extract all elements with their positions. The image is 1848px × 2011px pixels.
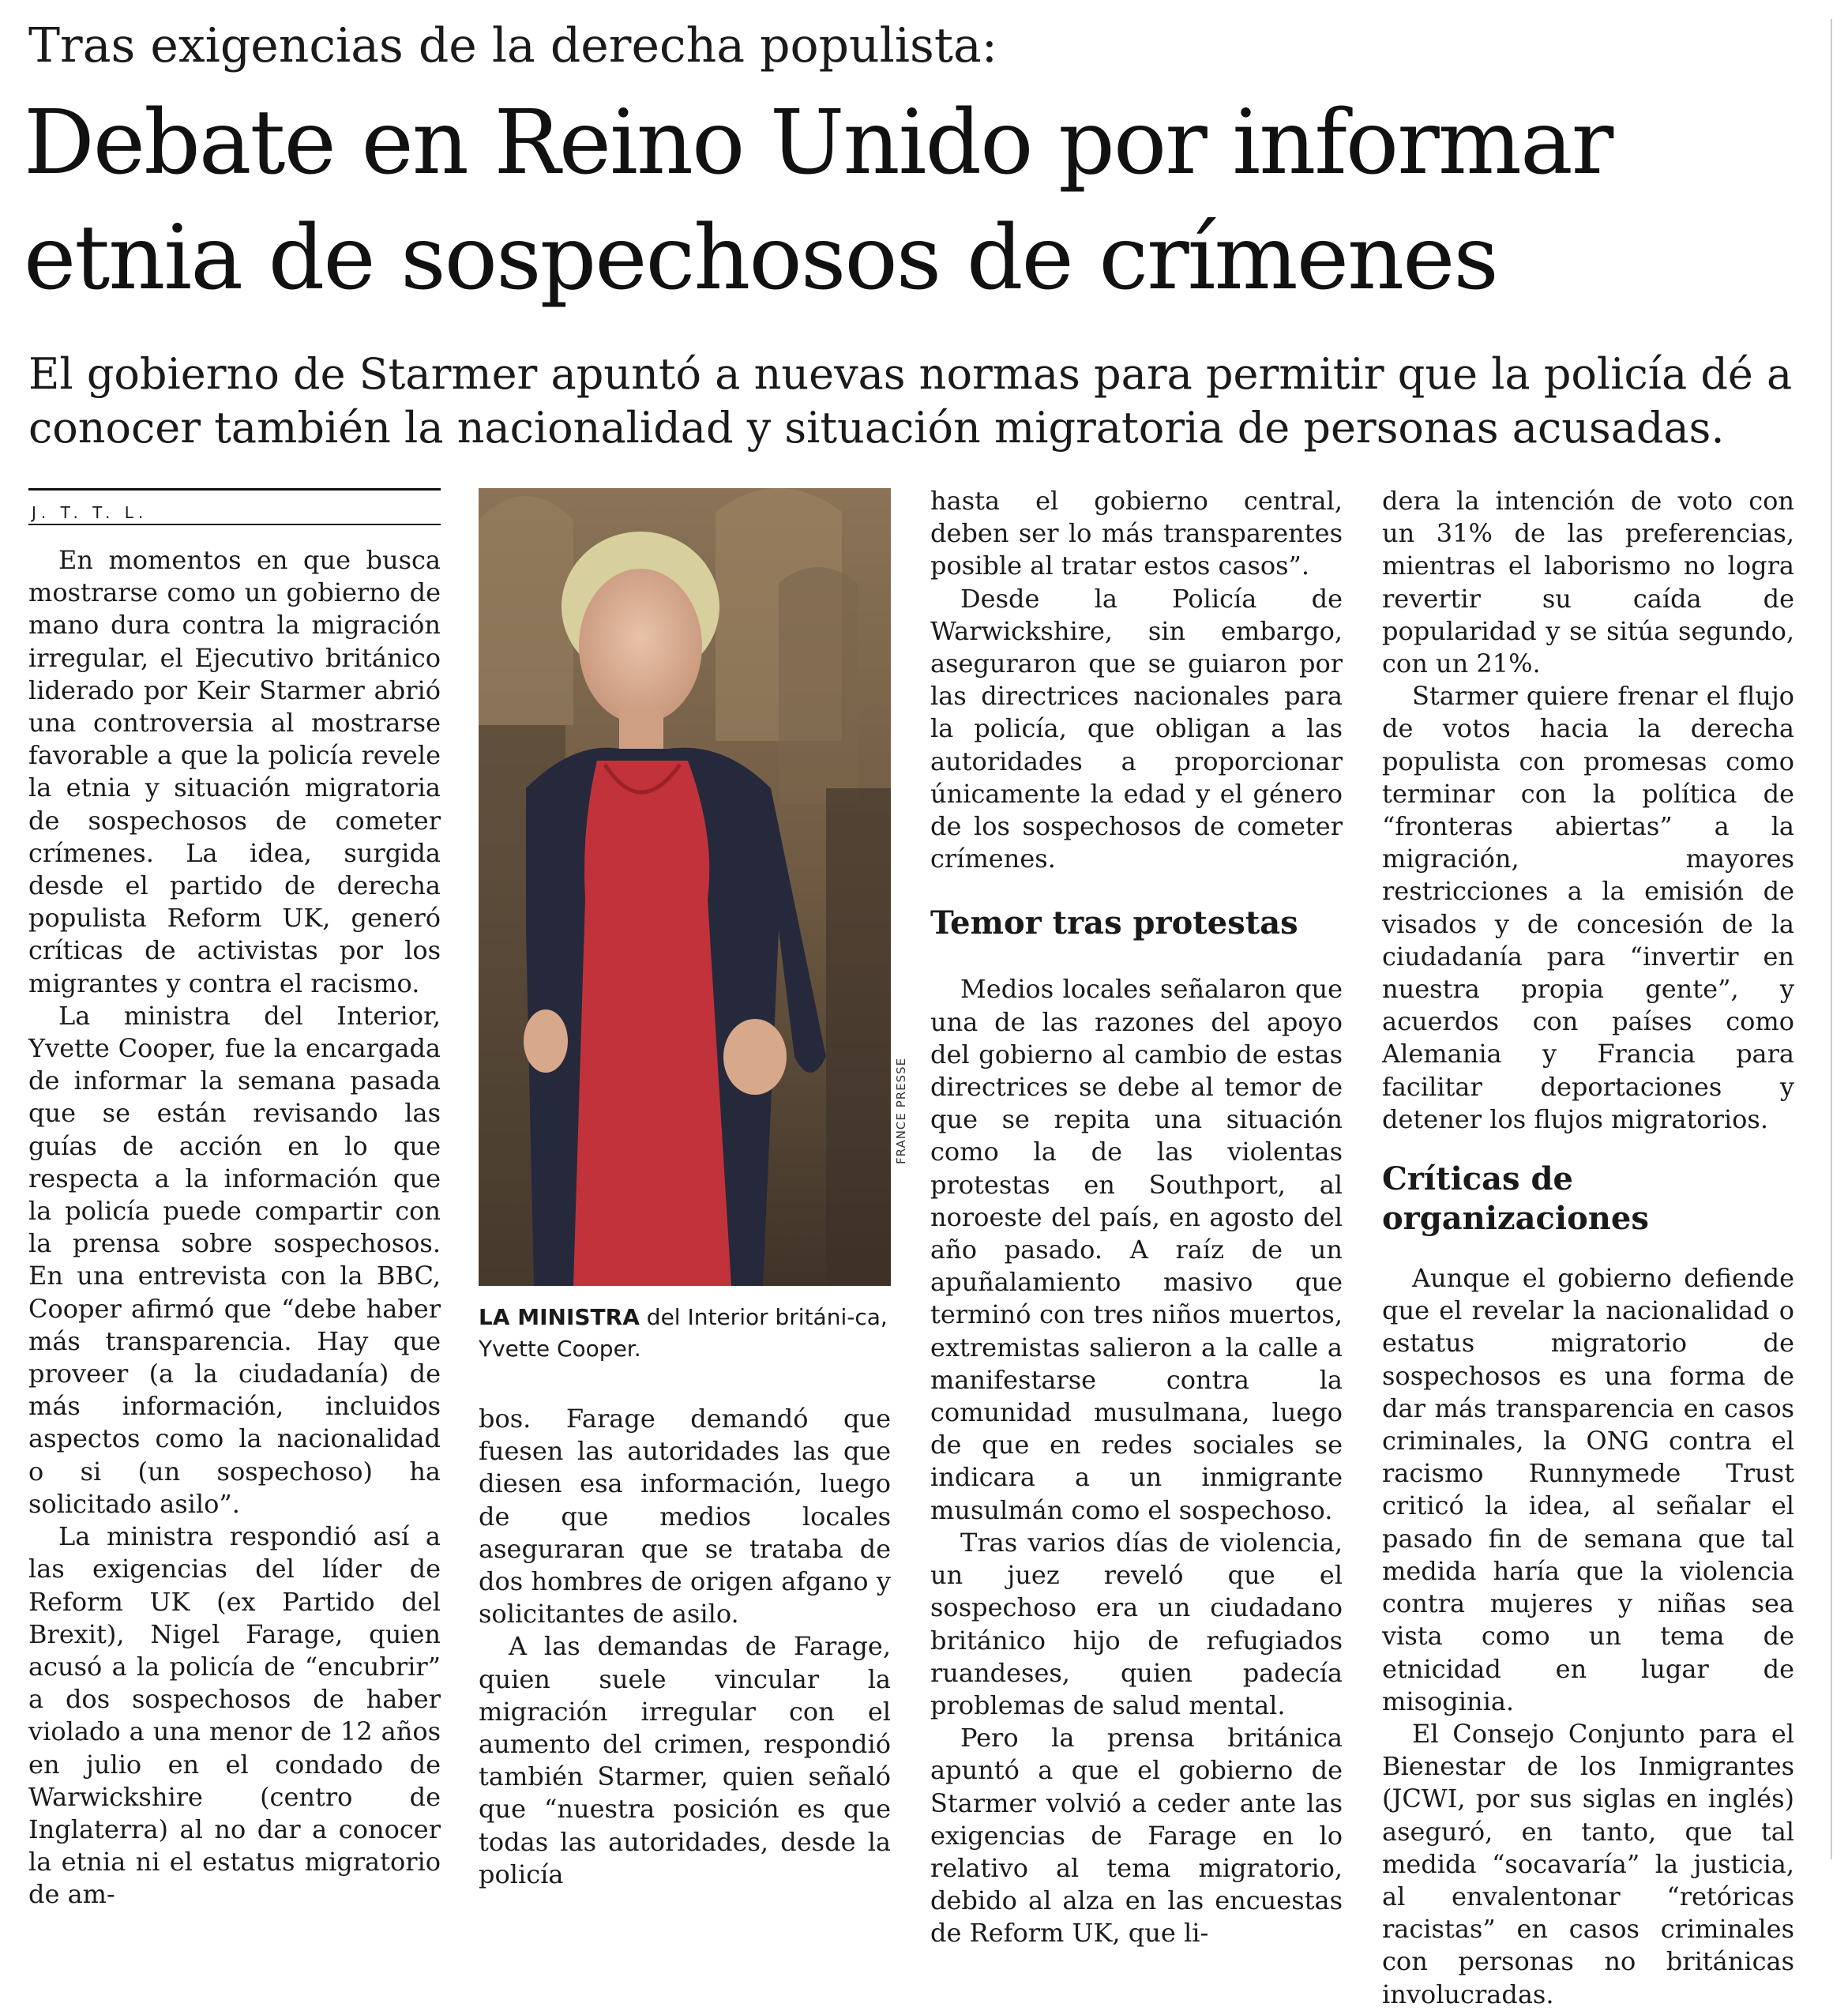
subhead — [1382, 1160, 1794, 1239]
paragraph: En momentos en que busca mostrarse como un gobierno de mano dura contra la migración irregular, el Ejecutivo británico liderado por Keir Starmer abrió una controversia al mostrarse favorable a que la policía revele la etnia y situación migratoria de sospechosos de cometer crímenes. La idea, surgida desde el partido de derecha populista Reform UK, generó críticas de activistas por los migrantes y contra el racismo. — [28, 545, 441, 998]
paragraph: La ministra respondió así a las exigencias del líder de Reform UK (ex Partido del Brexit), Nigel Farage, quien acusó a la policía de “encubrir” a dos sospechosos de haber violado a una menor de 12 años en julio en el condado de Warwickshire (centro de Inglaterra) al no dar a conocer la etnia ni el estatus migratorio de am- — [28, 1521, 441, 1910]
column-rule — [1831, 19, 1832, 1859]
caption-text: del Interior británi-ca, Yvette Cooper. — [479, 1304, 888, 1362]
paragraph: bos. Farage demandó que fuesen las autoridades las que diesen esa información, luego de que medios locales aseguraran que se trataba de dos hombres de origen afgano y solicitantes de asilo. — [479, 1404, 891, 1629]
subhead-line-1: Críticas de — [1382, 1160, 1573, 1198]
photo — [479, 488, 891, 1286]
byline-box — [28, 488, 441, 525]
paragraph: hasta el gobierno central, deben ser lo más transparentes posible al tratar estos casos”. — [930, 486, 1343, 581]
column-2 — [479, 1403, 891, 1891]
kicker: Tras exigencias de la derecha populista: — [28, 18, 997, 73]
headline-line-1: Debate en Reino Unido por informar — [24, 92, 1613, 194]
subhead: Temor tras protestas — [930, 904, 1298, 942]
caption-lead: LA MINISTRA — [479, 1304, 640, 1330]
byline: J. T. T. L. — [32, 503, 148, 522]
column-1 — [28, 488, 441, 1911]
paragraph: A las demandas de Farage, quien suele vincular la migración irregular con el aumento del crimen, respondió también Starmer, quien señaló que “nuestra posición es que todas las autoridades, desde la policía — [479, 1631, 891, 1889]
photo-credit: FRANCE PRESSE — [894, 1057, 908, 1164]
photo-caption — [479, 1302, 905, 1365]
paragraph: El Consejo Conjunto para el Bienestar de los Inmigrantes (JCWI, por sus siglas en inglés) aseguró, en tanto, que tal medida “socavaría” la justicia, al envalentonar “retóricas racistas” en casos criminales con personas no británicas involucradas. — [1382, 1718, 1794, 2009]
paragraph: Desde la Policía de Warwickshire, sin embargo, aseguraron que se guiaron por las directrices nacionales para la policía, que obligan a las autoridades a proporcionar únicamente la edad y el género de los sospechosos de cometer crímenes. — [930, 583, 1343, 874]
headline — [24, 85, 1832, 316]
photo-illustration — [479, 488, 891, 1286]
deck-line-1: El gobierno de Starmer apuntó a nuevas normas para permitir que la policía dé a — [28, 349, 1793, 399]
paragraph: Pero la prensa británica apuntó a que el gobierno de Starmer volvió a ceder ante las exigencias de Farage en lo relativo al tema migratorio, debido al alza en las encuestas de Reform UK, que li- — [930, 1723, 1343, 1949]
column-3 — [930, 485, 1343, 1950]
headline-line-2: etnia de sospechosos de crímenes — [24, 207, 1497, 310]
paragraph: dera la intención de voto con un 31% de las preferencias, mientras el laborismo no logra revertir su caída de popularidad y se sitúa segundo, con un 21%. — [1382, 486, 1794, 679]
deck — [28, 348, 1805, 455]
subhead-line-2: organizaciones — [1382, 1200, 1649, 1238]
paragraph: Aunque el gobierno defiende que el revelar la nacionalidad o estatus migratorio de sospechosos es una forma de dar más transparencia en casos criminales, la ONG contra el racismo Runnymede Trust criticó la idea, al señalar el pasado fin de semana que tal medida haría que la violencia contra mujeres y niñas sea vista como un tema de etnicidad en lugar de misoginia. — [1382, 1263, 1794, 1716]
paragraph: Medios locales señalaron que una de las razones del apoyo del gobierno al cambio de estas directrices se debe al temor de que se repita una situación como la de las violentas protestas en Southport, al noroeste del país, en agosto del año pasado. A raíz de un apuñalamiento masivo que terminó con tres niños muertos, extremistas salieron a la calle a manifestarse contra la comunidad musulmana, luego de que en redes sociales se indicara a un inmigrante musulmán como el sospechoso. — [930, 974, 1343, 1525]
column-4 — [1382, 485, 1794, 2011]
paragraph: La ministra del Interior, Yvette Cooper, fue la encargada de informar la semana pasada que se están revisando las guías de acción en lo que respecta a la información que la policía puede compartir con la prensa sobre sospechosos. En una entrevista con la BBC, Cooper afirmó que “debe haber más transparencia. Hay que proveer (a la ciudadanía) de más información, incluidos aspectos como la nacionalidad o si (un sospechoso) ha solicitado asilo”. — [28, 1000, 441, 1519]
paragraph: Starmer quiere frenar el flujo de votos hacia la derecha populista con promesas como terminar con la política de “fronteras abiertas” a la migración, mayores restricciones a la emisión de visados y de concesión de la ciudadanía para “invertir en nuestra propia gente”, y acuerdos con países como Alemania y Francia para facilitar deportaciones y detener los flujos migratorios. — [1382, 681, 1794, 1134]
deck-line-2: conocer también la nacionalidad y situación migratoria de personas acusadas. — [28, 403, 1725, 453]
paragraph: Tras varios días de violencia, un juez reveló que el sospechoso era un ciudadano británico hijo de refugiados ruandeses, quien padecía problemas de salud mental. — [930, 1527, 1343, 1720]
